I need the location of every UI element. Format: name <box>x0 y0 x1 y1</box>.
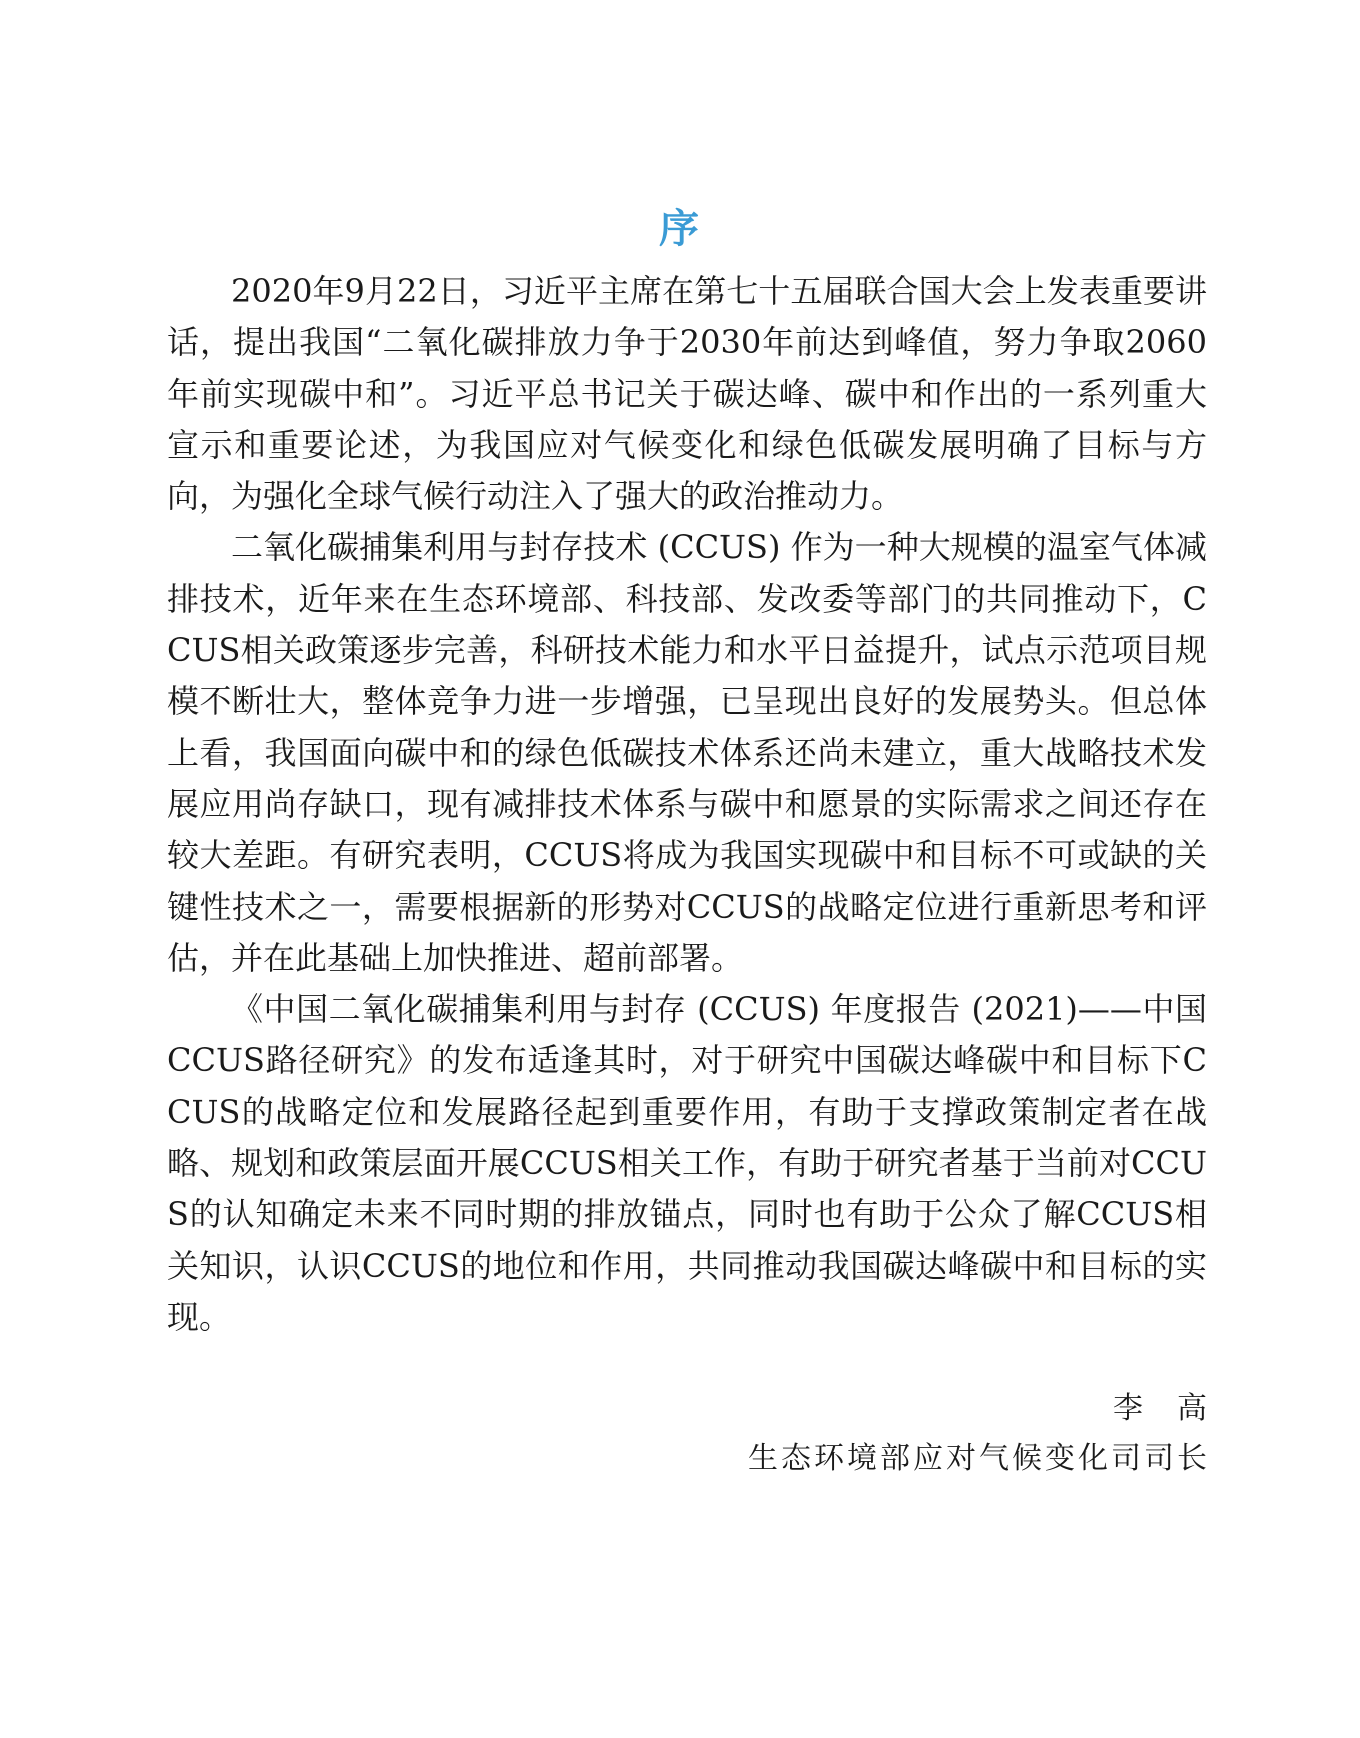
signature-position: 生态环境部应对气候变化司司长 <box>748 1441 1210 1476</box>
paragraph-1: 2020年9月22日，习近平主席在第七十五届联合国大会上发表重要讲话，提出我国“二氧化碳排放力争于2030年前达到峰值，努力争取2060年前实现碳中和”。习近平总书记关于碳达峰、碳中和作出的一系列重大宣示和重要论述，为我国应对气候变化和绿色低碳发展明确了目标与方向，为强化全球气候行动注入了强大的政治推动力。 <box>167 272 1207 516</box>
preface-body <box>167 266 1207 1343</box>
signature-block <box>748 1384 1241 1484</box>
paragraph-2: 二氧化碳捕集利用与封存技术 (CCUS) 作为一种大规模的温室气体减排技术，近年来在生态环境部、科技部、发改委等部门的共同推动下，CCUS相关政策逐步完善，科研技术能力和水平日益提升，试点示范项目规模不断壮大，整体竞争力进一步增强，已呈现出良好的发展势头。但总体上看，我国面向碳中和的绿色低碳技术体系还尚未建立，重大战略技术发展应用尚存缺口，现有减排技术体系与碳中和愿景的实际需求之间还存在较大差距。有研究表明，CCUS将成为我国实现碳中和目标不可或缺的关键性技术之一，需要根据新的形势对CCUS的战略定位进行重新思考和评估，并在此基础上加快推进、超前部署。 <box>167 528 1207 977</box>
page-title: 序 <box>659 204 701 252</box>
signature-name: 李高 <box>1113 1391 1241 1426</box>
paragraph-3: 《中国二氧化碳捕集利用与封存 (CCUS) 年度报告 (2021)——中国CCUS路径研究》的发布适逢其时，对于研究中国碳达峰碳中和目标下CCUS的战略定位和发展路径起到重要作用，有助于支撑政策制定者在战略、规划和政策层面开展CCUS相关工作，有助于研究者基于当前对CCUS的认知确定未来不同时期的排放锚点，同时也有助于公众了解CCUS相关知识，认识CCUS的地位和作用，共同推动我国碳达峰碳中和目标的实现。 <box>167 990 1207 1336</box>
